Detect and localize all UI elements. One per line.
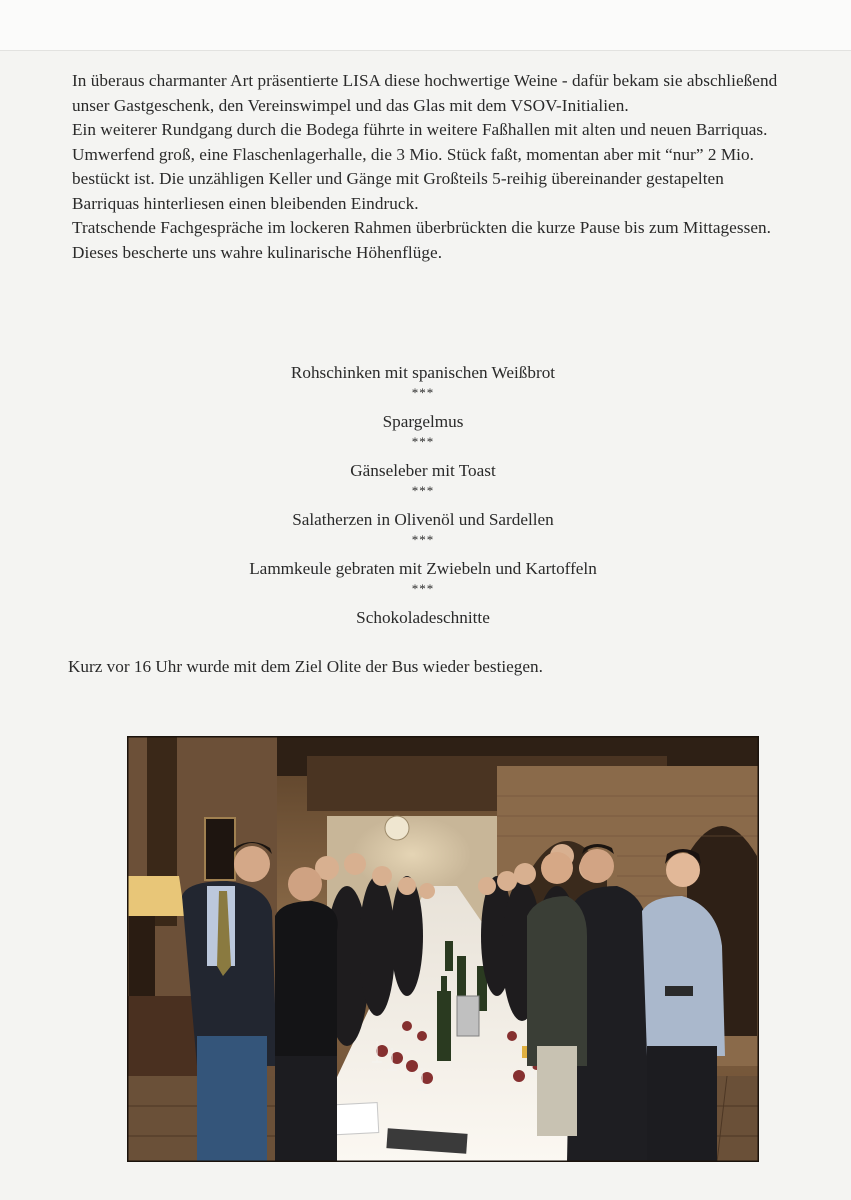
menu-separator: *** — [411, 434, 435, 449]
menu-separator: *** — [411, 385, 435, 400]
closing-text: Kurz vor 16 Uhr wurde mit dem Ziel Olite der Bus wieder bestiegen. — [68, 657, 543, 676]
lunch-menu — [150, 361, 696, 630]
intro-paragraph-lunch: Tratschende Fachgespräche im lockeren Rahmen überbrückten die kurze Pause bis zum Mittagessen. Dieses bescherte uns wahre kulinarische Höhenflüge. — [72, 218, 771, 262]
group-photo — [127, 736, 759, 1162]
menu-dish: Rohschinken mit spanischen Weißbrot — [290, 363, 556, 382]
menu-dish: Lammkeule gebraten mit Zwiebeln und Kartoffeln — [249, 559, 597, 578]
intro-paragraph-bodega: Ein weiterer Rundgang durch die Bodega führte in weitere Faßhallen mit alten und neuen Barriquas. Umwerfend groß, eine Flaschenlagerhalle, die 3 Mio. Stück faßt, momentan aber mit “nur” 2 Mio. bestückt ist. Die unzähligen Keller und Gänge mit Großteils 5-reihig übereinander gestapelten Barriquas hinterliesen einen bleibenden Eindruck. — [72, 120, 768, 213]
menu-dish: Salatherzen in Olivenöl und Sardellen — [292, 510, 554, 529]
menu-separator: *** — [411, 581, 435, 596]
intro-text — [72, 69, 782, 265]
menu-dish: Schokoladeschnitte — [356, 608, 490, 627]
menu-separator: *** — [411, 483, 435, 498]
intro-paragraph-lisa: In überaus charmanter Art präsentierte LISA diese hochwertige Weine - dafür bekam sie abschließend unser Gastgeschenk, den Vereinswimpel und das Glas mit dem VSOV-Initialien. — [72, 71, 778, 115]
page-top-edge — [0, 0, 851, 51]
menu-separator: *** — [411, 532, 435, 547]
group-photo-illustration — [127, 736, 759, 1162]
menu-dish: Spargelmus — [382, 412, 464, 431]
menu-dish: Gänseleber mit Toast — [350, 461, 496, 480]
